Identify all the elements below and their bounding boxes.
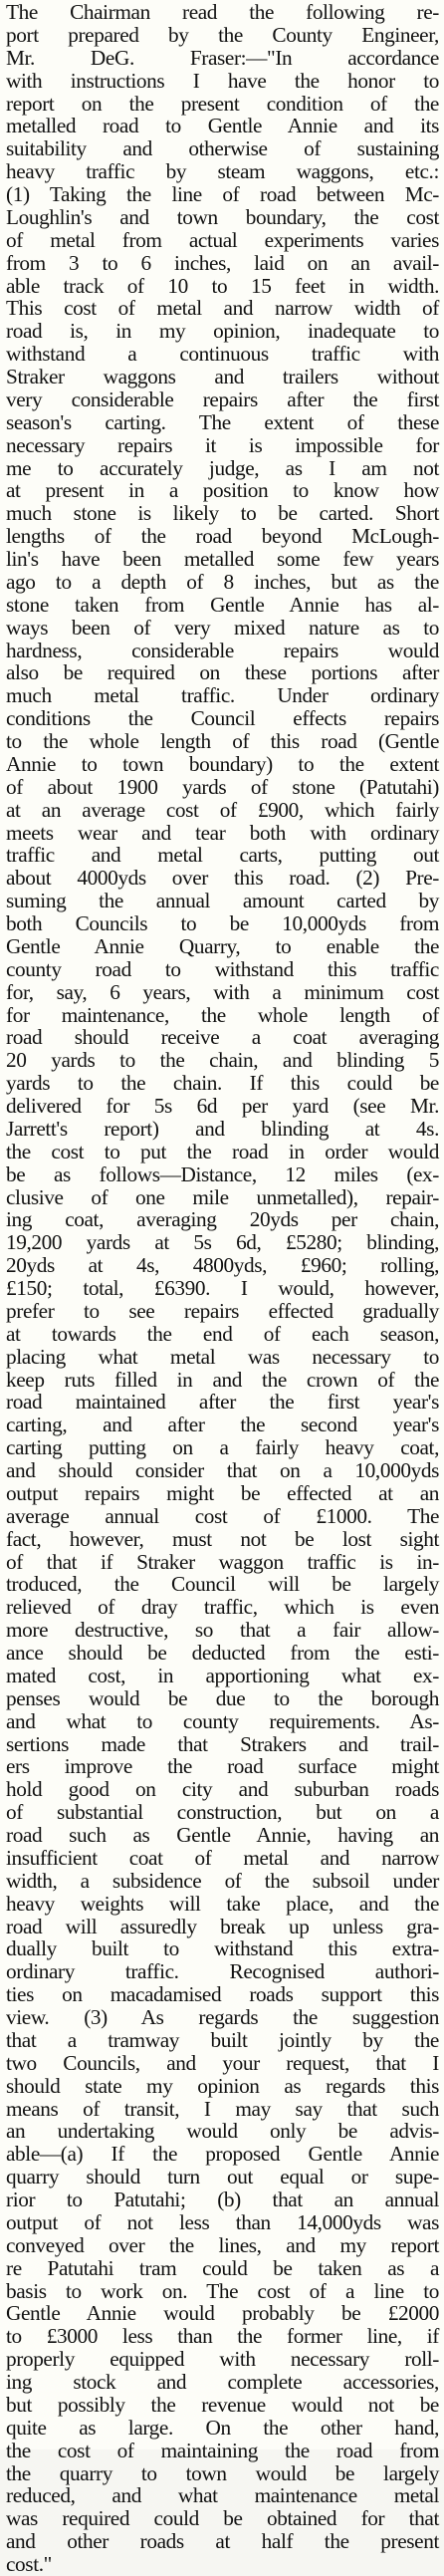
article-line: insufficient coat of metal and narrow (6, 1845, 439, 1870)
article-line: ago to a depth of 8 inches, but as the (6, 569, 439, 594)
article-line: also be required on these portions after (6, 660, 439, 685)
article-line: at towards the end of each season, (6, 1321, 439, 1346)
article-line: that a tramway built jointly by the (6, 2027, 439, 2052)
article-line: yards to the chain. If this could be (6, 1071, 439, 1096)
article-line: report on the present condition of the (6, 91, 439, 116)
article-line: road is, in my opinion, inadequate to (6, 319, 439, 344)
article-line: much metal traffic. Under ordinary (6, 683, 439, 708)
article-line: for, say, 6 years, with a minimum cost (6, 979, 439, 1004)
article-line: the quarry to town would be largely (6, 2460, 439, 2485)
article-line: was required could be obtained for that (6, 2506, 439, 2531)
article-line: suming the annual amount carted by (6, 889, 439, 913)
article-line: 20 yards to the chain, and blinding 5 (6, 1048, 439, 1073)
article-line: more destructive, so that a fair allow- (6, 1618, 439, 1643)
article-line: at an average cost of £900, which fairly (6, 797, 439, 822)
article-line: hardness, considerable repairs would (6, 638, 439, 662)
article-line: and should consider that on a 10,000yds (6, 1458, 439, 1482)
article-line: of about 1900 yards of stone (Patutahi) (6, 774, 439, 799)
article-line: two Councils, and your request, that I (6, 2050, 439, 2075)
article-line: Mr. DeG. Fraser:—"In accordance (6, 45, 439, 70)
article-line: meets wear and tear both with ordinary (6, 820, 439, 845)
article-line: view. (3) As regards the suggestion (6, 2005, 439, 2029)
article-line: of substantial construction, but on a (6, 1800, 439, 1825)
article-line: output repairs might be effected at an (6, 1480, 439, 1505)
article-line: with instructions I have the honor to (6, 68, 439, 93)
article-line: carting, and after the second year's (6, 1413, 439, 1437)
article-line: clusive of one mile unmetalled), repair- (6, 1184, 439, 1209)
article-line: sertions made that Strakers and trail- (6, 1731, 439, 1756)
article-line: delivered for 5s 6d per yard (see Mr. (6, 1094, 439, 1118)
article-line: Jarrett's report) and blinding at 4s. (6, 1116, 439, 1141)
article-line: carting putting on a fairly heavy coat, (6, 1435, 439, 1460)
article-line: dually built to withstand this extra- (6, 1936, 439, 1961)
article-line: road maintained after the first year's (6, 1390, 439, 1415)
article-line: re Patutahi tram could be taken as a (6, 2255, 439, 2280)
article-line: fact, however, must not be lost sight (6, 1526, 439, 1551)
article-line: relieved of dray traffic, which is even (6, 1595, 439, 1620)
article-line: at present in a position to know how (6, 478, 439, 503)
article-line: heavy traffic by steam waggons, etc.: (6, 159, 439, 184)
article-line: average annual cost of £1000. The (6, 1503, 439, 1528)
article-line: necessary repairs it is impossible for (6, 432, 439, 457)
article-line: reduced, and what maintenance metal (6, 2483, 439, 2508)
article-line: lin's have been metalled some few years (6, 547, 439, 571)
article-line: road such as Gentle Annie, having an (6, 1823, 439, 1847)
article-line: metalled road to Gentle Annie and its (6, 114, 439, 138)
article-line: ordinary traffic. Recognised authori- (6, 1959, 439, 1984)
article-body (6, 1, 439, 2576)
article-line: for maintenance, the whole length of (6, 1002, 439, 1027)
article-line: width, a subsidence of the subsoil under (6, 1868, 439, 1893)
article-line: the cost of maintaining the road from (6, 2438, 439, 2462)
article-line: able track of 10 to 15 feet in width. (6, 273, 439, 298)
article-line: of that if Straker waggon traffic is in- (6, 1549, 439, 1574)
article-line: This cost of metal and narrow width of (6, 296, 439, 321)
article-line: able—(a) If the proposed Gentle Annie (6, 2142, 439, 2167)
article-line: £150; total, £6390. I would, however, (6, 1276, 439, 1300)
article-line: season's carting. The extent of these (6, 409, 439, 434)
article-line: to the whole length of this road (Gentle (6, 729, 439, 753)
article-line: road will assuredly break up unless gra- (6, 1914, 439, 1938)
article-line: ties on macadamised roads support this (6, 1982, 439, 2007)
article-line: heavy weights will take place, and the (6, 1891, 439, 1916)
article-line: from 3 to 6 inches, laid on an avail- (6, 250, 439, 275)
article-line: ways been of very mixed nature as to (6, 615, 439, 640)
article-line: prefer to see repairs effected gradually (6, 1298, 439, 1323)
article-line: Loughlin's and town boundary, the cost (6, 204, 439, 229)
article-line: 19,200 yards at 5s 6d, £5280; blinding, (6, 1230, 439, 1255)
article-line: mated cost, in apportioning what ex- (6, 1663, 439, 1687)
article-line: of metal from actual experiments varies (6, 227, 439, 252)
article-line: lengths of the road beyond McLough- (6, 524, 439, 549)
article-line: output of not less than 14,000yds was (6, 2209, 439, 2234)
article-line: road should receive a coat averaging (6, 1025, 439, 1050)
article-line: hold good on city and suburban roads (6, 1777, 439, 1802)
article-line: ing stock and complete accessories, (6, 2370, 439, 2394)
article-line: ance should be deducted from the esti- (6, 1641, 439, 1665)
article-line: and other roads at half the present (6, 2529, 439, 2554)
article-line: Annie to town boundary) to the extent (6, 751, 439, 776)
article-line: basis to work on. The cost of a line to (6, 2278, 439, 2303)
article-line: conveyed over the lines, and my report (6, 2232, 439, 2257)
article-line: (1) Taking the line of road between Mc- (6, 182, 439, 206)
article-line: to £3000 less than the former line, if (6, 2324, 439, 2349)
article-line: troduced, the Council will be largely (6, 1572, 439, 1597)
article-line: conditions the Council effects repairs (6, 706, 439, 731)
article-line: means of transit, I may say that such (6, 2096, 439, 2121)
article-line: me to accurately judge, as I am not (6, 455, 439, 480)
article-line: The Chairman read the following re- (6, 0, 439, 24)
article-line: quarry should turn out equal or supe- (6, 2165, 439, 2190)
article-line: quite as large. On the other hand, (6, 2415, 439, 2440)
article-line: penses would be due to the borough (6, 1685, 439, 1710)
article-line: but possibly the revenue would not be (6, 2392, 439, 2417)
article-line: about 4000yds over this road. (2) Pre- (6, 866, 439, 891)
article-line: withstand a continuous traffic with (6, 342, 439, 367)
article-line: the cost to put the road in order would (6, 1139, 439, 1163)
article-line: Gentle Annie Quarry, to enable the (6, 933, 439, 958)
article-line: very considerable repairs after the first (6, 386, 439, 411)
article-line: suitability and otherwise of sustaining (6, 136, 439, 161)
article-line: properly equipped with necessary roll- (6, 2347, 439, 2372)
article-line: cost." (6, 2552, 52, 2576)
article-line: be as follows—Distance, 12 miles (ex- (6, 1161, 439, 1186)
article-line: rior to Patutahi; (b) that an annual (6, 2188, 439, 2211)
article-line: both Councils to be 10,000yds from (6, 911, 439, 935)
article-line: keep ruts filled in and the crown of the (6, 1367, 439, 1392)
article-line: placing what metal was necessary to (6, 1344, 439, 1369)
article-line: ers improve the road surface might (6, 1754, 439, 1779)
article-line: should state my opinion as regards this (6, 2073, 439, 2098)
article-line: an undertaking would only be advis- (6, 2119, 439, 2144)
article-line: county road to withstand this traffic (6, 956, 439, 981)
article-line: and what to county requirements. As- (6, 1708, 439, 1733)
article-line: 20yds at 4s, 4800yds, £960; rolling, (6, 1253, 439, 1278)
article-line: traffic and metal carts, putting out (6, 843, 439, 868)
article-line: ing coat, averaging 20yds per chain, (6, 1207, 439, 1232)
article-line: Straker waggons and trailers without (6, 365, 439, 388)
article-line: much stone is likely to be carted. Short (6, 501, 439, 526)
article-line: stone taken from Gentle Annie has al- (6, 592, 439, 617)
article-line: Gentle Annie would probably be £2000 (6, 2301, 439, 2326)
article-line: port prepared by the County Engineer, (6, 22, 439, 47)
